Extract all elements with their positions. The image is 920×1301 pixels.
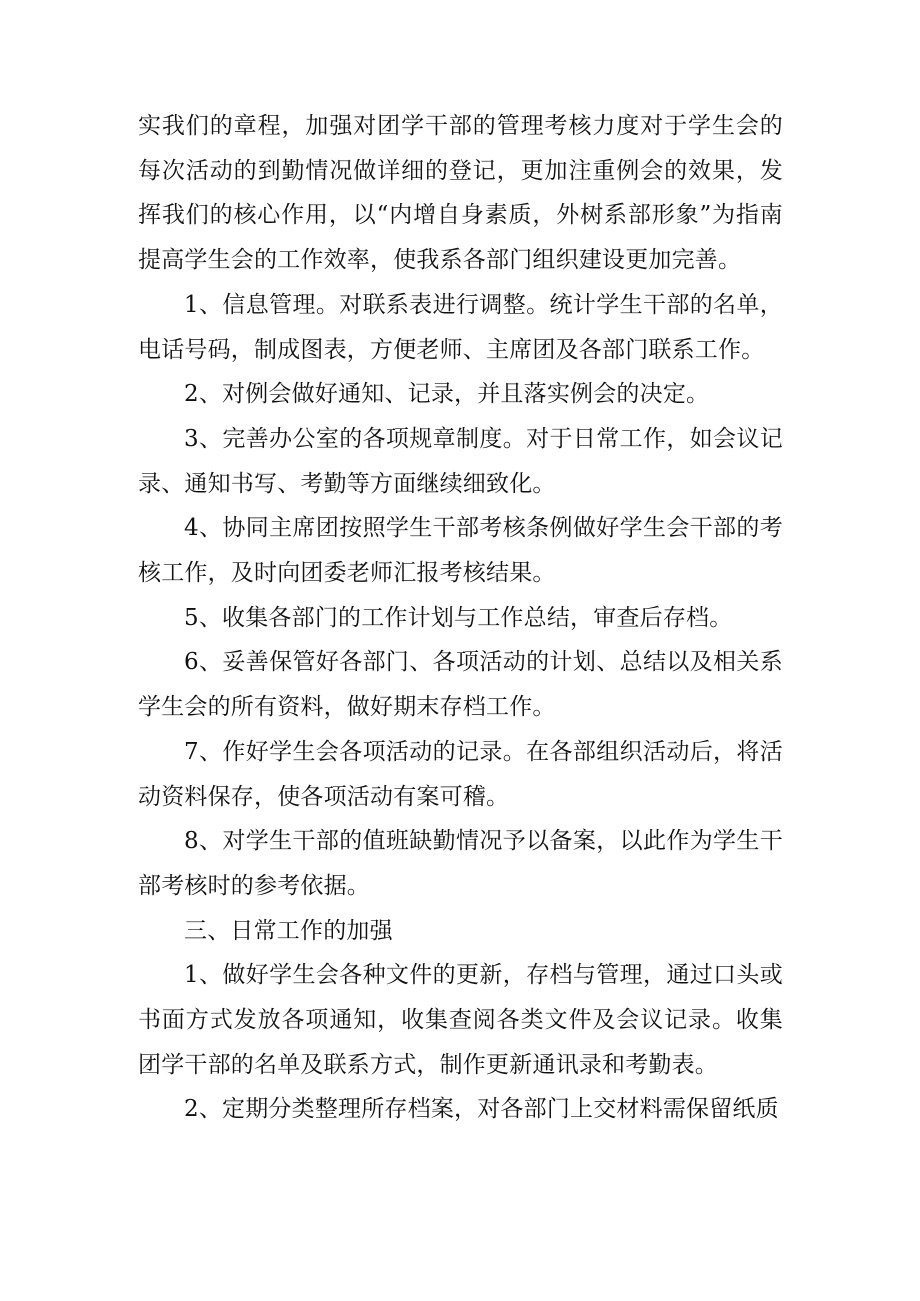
list-item-office-rules: 3、完善办公室的各项规章制度。对于日常工作，如会议记录、通知书写、考勤等方面继续细致化。 <box>138 425 783 497</box>
list-item-info-management: 1、信息管理。对联系表进行调整。统计学生干部的名单，电话号码，制成图表，方便老师、主席团及各部门联系工作。 <box>138 291 783 363</box>
list-item-materials-storage: 6、妥善保管好各部门、各项活动的计划、总结以及相关系学生会的所有资料，做好期末存档工作。 <box>138 649 783 721</box>
paragraph-continuation: 实我们的章程，加强对团学干部的管理考核力度对于学生会的每次活动的到勤情况做详细的登记，更加注重例会的效果，发挥我们的核心作用，以“内增自身素质，外树系部形象”为指南提高学生会的工作效率，使我系各部门组织建设更加完善。 <box>138 113 783 274</box>
list-item-attendance-record: 8、对学生干部的值班缺勤情况予以备案，以此作为学生干部考核时的参考依据。 <box>138 828 783 899</box>
list-item-activity-records: 7、作好学生会各项活动的记录。在各部组织活动后，将活动资料保存，使各项活动有案可稽。 <box>138 738 783 810</box>
list-item-document-update: 1、做好学生会各种文件的更新，存档与管理，通过口头或书面方式发放各项通知，收集查阅各类文件及会议记录。收集团学干部的名单及联系方式，制作更新通讯录和考勤表。 <box>138 962 783 1078</box>
list-item-cadre-assessment: 4、协同主席团按照学生干部考核条例做好学生会干部的考核工作，及时向团委老师汇报考核结果。 <box>138 515 783 587</box>
document-body <box>138 104 783 1132</box>
list-item-work-plan-archive: 5、收集各部门的工作计划与工作总结，审查后存档。 <box>184 604 733 631</box>
list-item-meeting-notice: 2、对例会做好通知、记录，并且落实例会的决定。 <box>184 381 710 408</box>
list-item-archive-sorting: 2、定期分类整理所存档案，对各部门上交材料需保留纸质 <box>184 1096 779 1123</box>
section-heading-daily-work: 三、日常工作的加强 <box>184 917 393 944</box>
